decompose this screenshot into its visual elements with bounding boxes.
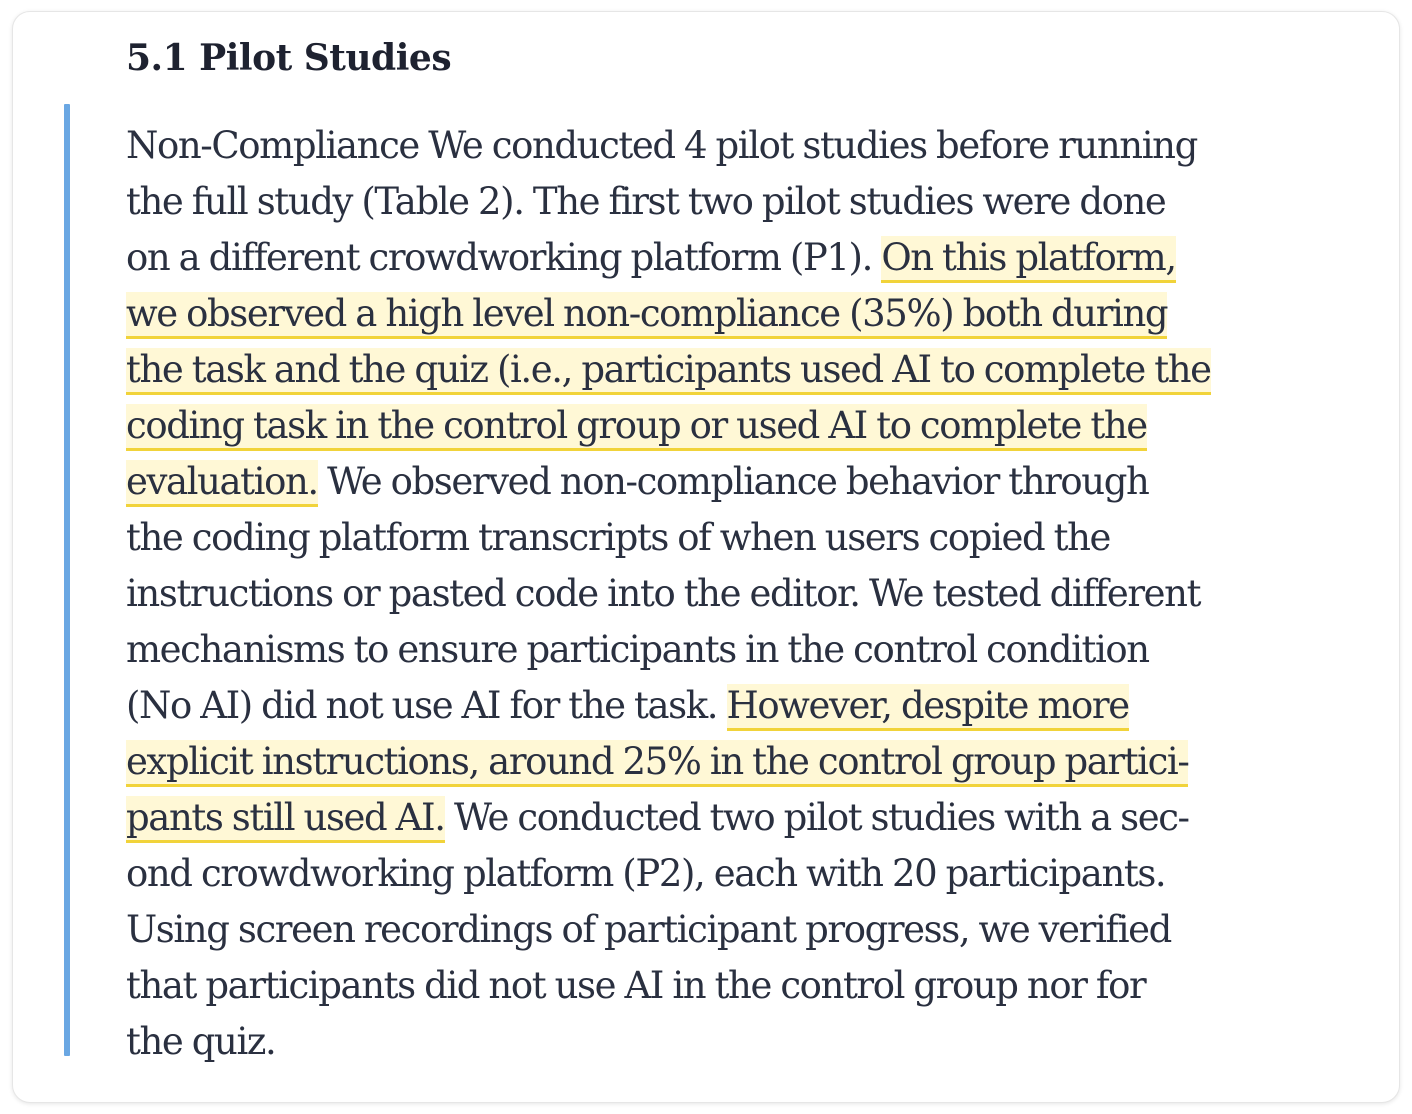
paragraph-line	[126, 174, 1376, 230]
paragraph-line	[126, 454, 1376, 510]
highlighted-text: we observed a high level non-compliance (35%) both during	[126, 292, 1167, 339]
paragraph-text: ond crowdworking platform (P2), each with 20 participants.	[126, 852, 1166, 895]
paragraph-line	[126, 734, 1376, 790]
paragraph-text: that participants did not use AI in the control group nor for	[126, 964, 1146, 1007]
highlighted-text: coding task in the control group or used AI to complete the	[126, 404, 1147, 451]
paragraph-line	[126, 230, 1376, 286]
paragraph-line	[126, 958, 1376, 1014]
paragraph-line	[126, 790, 1376, 846]
paragraph-line	[126, 846, 1376, 902]
paragraph-line	[126, 566, 1376, 622]
paragraph-text: the quiz.	[126, 1020, 276, 1063]
paragraph-text: We observed non-compliance behavior through	[317, 460, 1149, 503]
paragraph-line	[126, 286, 1376, 342]
paragraph-line	[126, 902, 1376, 958]
paragraph-text: (No AI) did not use AI for the task.	[126, 684, 727, 727]
paragraph-text: the coding platform transcripts of when users copied the	[126, 516, 1110, 559]
highlighted-text: However, despite more	[727, 684, 1129, 731]
highlighted-text: On this platform,	[881, 236, 1175, 283]
paragraph-text: instructions or pasted code into the editor. We tested different	[126, 572, 1201, 615]
paragraph-text: Non-Compliance We conducted 4 pilot studies before running	[126, 124, 1197, 167]
paragraph-text: on a different crowdworking platform (P1).	[126, 236, 882, 279]
paragraph-line	[126, 678, 1376, 734]
paragraph-text: mechanisms to ensure participants in the control condition	[126, 628, 1149, 671]
highlighted-text: evaluation.	[126, 460, 318, 507]
quoted-paragraph	[126, 118, 1376, 1070]
highlighted-text: explicit instructions, around 25% in the control group partici-	[126, 740, 1188, 787]
highlighted-text: pants still used AI.	[126, 796, 445, 843]
paragraph-line	[126, 1014, 1376, 1070]
paragraph-text: the full study (Table 2). The first two pilot studies were done	[126, 180, 1166, 223]
blockquote-bar	[64, 104, 70, 1056]
highlighted-text: the task and the quiz (i.e., participants used AI to complete the	[126, 348, 1211, 395]
paragraph-text: Using screen recordings of participant progress, we verified	[126, 908, 1171, 951]
content-card	[12, 11, 1400, 1103]
paragraph-line	[126, 118, 1376, 174]
paragraph-line	[126, 398, 1376, 454]
paragraph-line	[126, 622, 1376, 678]
section-heading: 5.1 Pilot Studies	[126, 37, 452, 79]
paragraph-text: We conducted two pilot studies with a sec-	[444, 796, 1189, 839]
paragraph-line	[126, 342, 1376, 398]
paragraph-line	[126, 510, 1376, 566]
